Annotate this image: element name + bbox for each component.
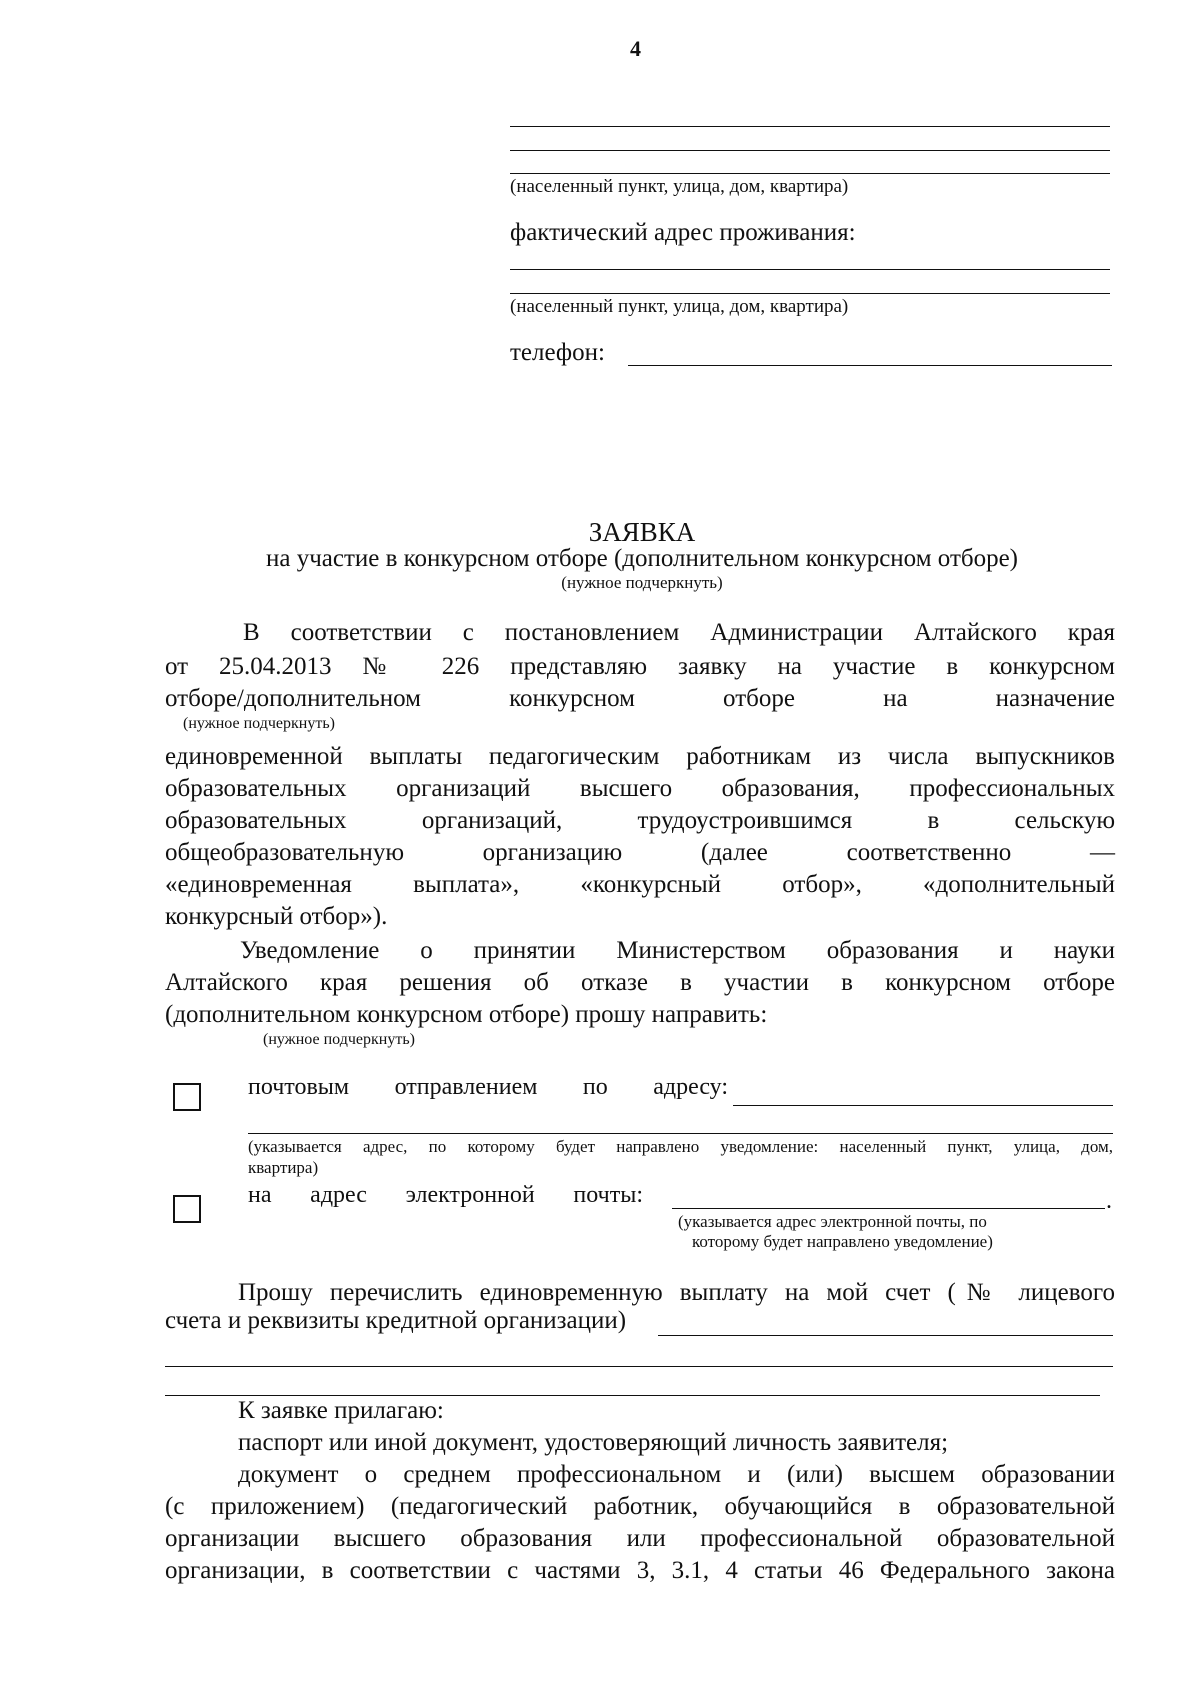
payment-request-line-1: Прошу перечислить единовременную выплату на мой счет (№ лицевого xyxy=(238,1279,1115,1306)
paragraph-1-line-1: В соответствии с постановлением Администрации Алтайского края xyxy=(243,619,1115,646)
actual-address-line-2[interactable] xyxy=(510,293,1110,294)
paragraph-2-line-1: Уведомление о принятии Министерством образования и науки xyxy=(240,937,1115,964)
paragraph-1-line-8: «единовременная выплата», «конкурсный отбор», «дополнительный xyxy=(165,871,1115,898)
attachment-item-education-line-4: организации, в соответствии с частями 3, 3.1, 4 статьи 46 Федерального закона xyxy=(165,1557,1115,1584)
email-address-caption-1: (указывается адрес электронной почты, по xyxy=(678,1212,987,1231)
actual-address-line-1[interactable] xyxy=(510,269,1110,270)
attachment-item-education-line-2: (с приложением) (педагогический работник, обучающийся в образовательной xyxy=(165,1493,1115,1520)
attachment-item-passport: паспорт или иной документ, удостоверяющий личность заявителя; xyxy=(238,1429,949,1456)
paragraph-1-underline-note: (нужное подчеркнуть) xyxy=(183,715,335,732)
postal-address-line-1[interactable] xyxy=(733,1105,1113,1106)
email-address-period: . xyxy=(1106,1188,1112,1214)
document-title: ЗАЯВКА xyxy=(588,517,696,547)
document-subtitle: на участие в конкурсном отборе (дополнительном конкурсном отборе) xyxy=(265,545,1019,572)
email-address-caption-2: которому будет направлено уведомление) xyxy=(692,1232,993,1251)
paragraph-1-line-4: единовременной выплаты педагогическим работникам из числа выпускников xyxy=(165,743,1115,770)
postal-address-caption-1: (указывается адрес, по которому будет направлено уведомление: населенный пункт, улица, дом, xyxy=(248,1137,1113,1156)
residence-address-line-2[interactable] xyxy=(510,150,1110,151)
phone-input-line[interactable] xyxy=(628,365,1112,366)
paragraph-2-underline-note: (нужное подчеркнуть) xyxy=(263,1031,415,1048)
subtitle-underline-note: (нужное подчеркнуть) xyxy=(561,573,723,592)
postal-address-caption-2: квартира) xyxy=(248,1158,319,1177)
residence-address-line-3[interactable] xyxy=(510,173,1110,174)
postal-delivery-label: почтовым отправлением по адресу: xyxy=(248,1074,728,1100)
paragraph-1-line-9: конкурсный отбор»). xyxy=(165,903,388,930)
residence-address-caption: (населенный пункт, улица, дом, квартира) xyxy=(510,176,849,197)
email-delivery-label: на адрес электронной почты: xyxy=(248,1182,643,1208)
residence-address-line-1[interactable] xyxy=(510,126,1110,127)
page-number: 4 xyxy=(630,36,641,61)
attachment-item-education-line-1: документ о среднем профессиональном и (или) высшем образовании xyxy=(238,1461,1115,1488)
paragraph-1-line-3: отборе/дополнительном конкурсном отборе на назначение xyxy=(165,685,1115,712)
email-delivery-checkbox[interactable] xyxy=(173,1195,201,1223)
phone-label: телефон: xyxy=(510,339,605,366)
email-address-line[interactable] xyxy=(672,1208,1105,1209)
attachments-heading: К заявке прилагаю: xyxy=(238,1397,444,1424)
actual-address-label: фактический адрес проживания: xyxy=(510,219,856,246)
actual-address-caption: (населенный пункт, улица, дом, квартира) xyxy=(510,296,849,317)
paragraph-1-line-6: образовательных организаций, трудоустроившимся в сельскую xyxy=(165,807,1115,834)
postal-delivery-checkbox[interactable] xyxy=(173,1083,201,1111)
paragraph-2-line-2: Алтайского края решения об отказе в участии в конкурсном отборе xyxy=(165,969,1115,996)
paragraph-1-line-7: общеобразовательную организацию (далее соответственно — xyxy=(165,839,1115,866)
paragraph-1-line-2: от 25.04.2013 № 226 представляю заявку на участие в конкурсном xyxy=(165,653,1115,680)
bank-details-line-1[interactable] xyxy=(658,1335,1113,1336)
paragraph-2-line-3: (дополнительном конкурсном отборе) прошу направить: xyxy=(165,1001,768,1028)
payment-request-line-2: счета и реквизиты кредитной организации) xyxy=(165,1307,627,1334)
postal-address-line-2[interactable] xyxy=(248,1133,1113,1134)
bank-details-line-2[interactable] xyxy=(165,1366,1113,1367)
paragraph-1-line-5: образовательных организаций высшего образования, профессиональных xyxy=(165,775,1115,802)
attachment-item-education-line-3: организации высшего образования или профессиональной образовательной xyxy=(165,1525,1115,1552)
